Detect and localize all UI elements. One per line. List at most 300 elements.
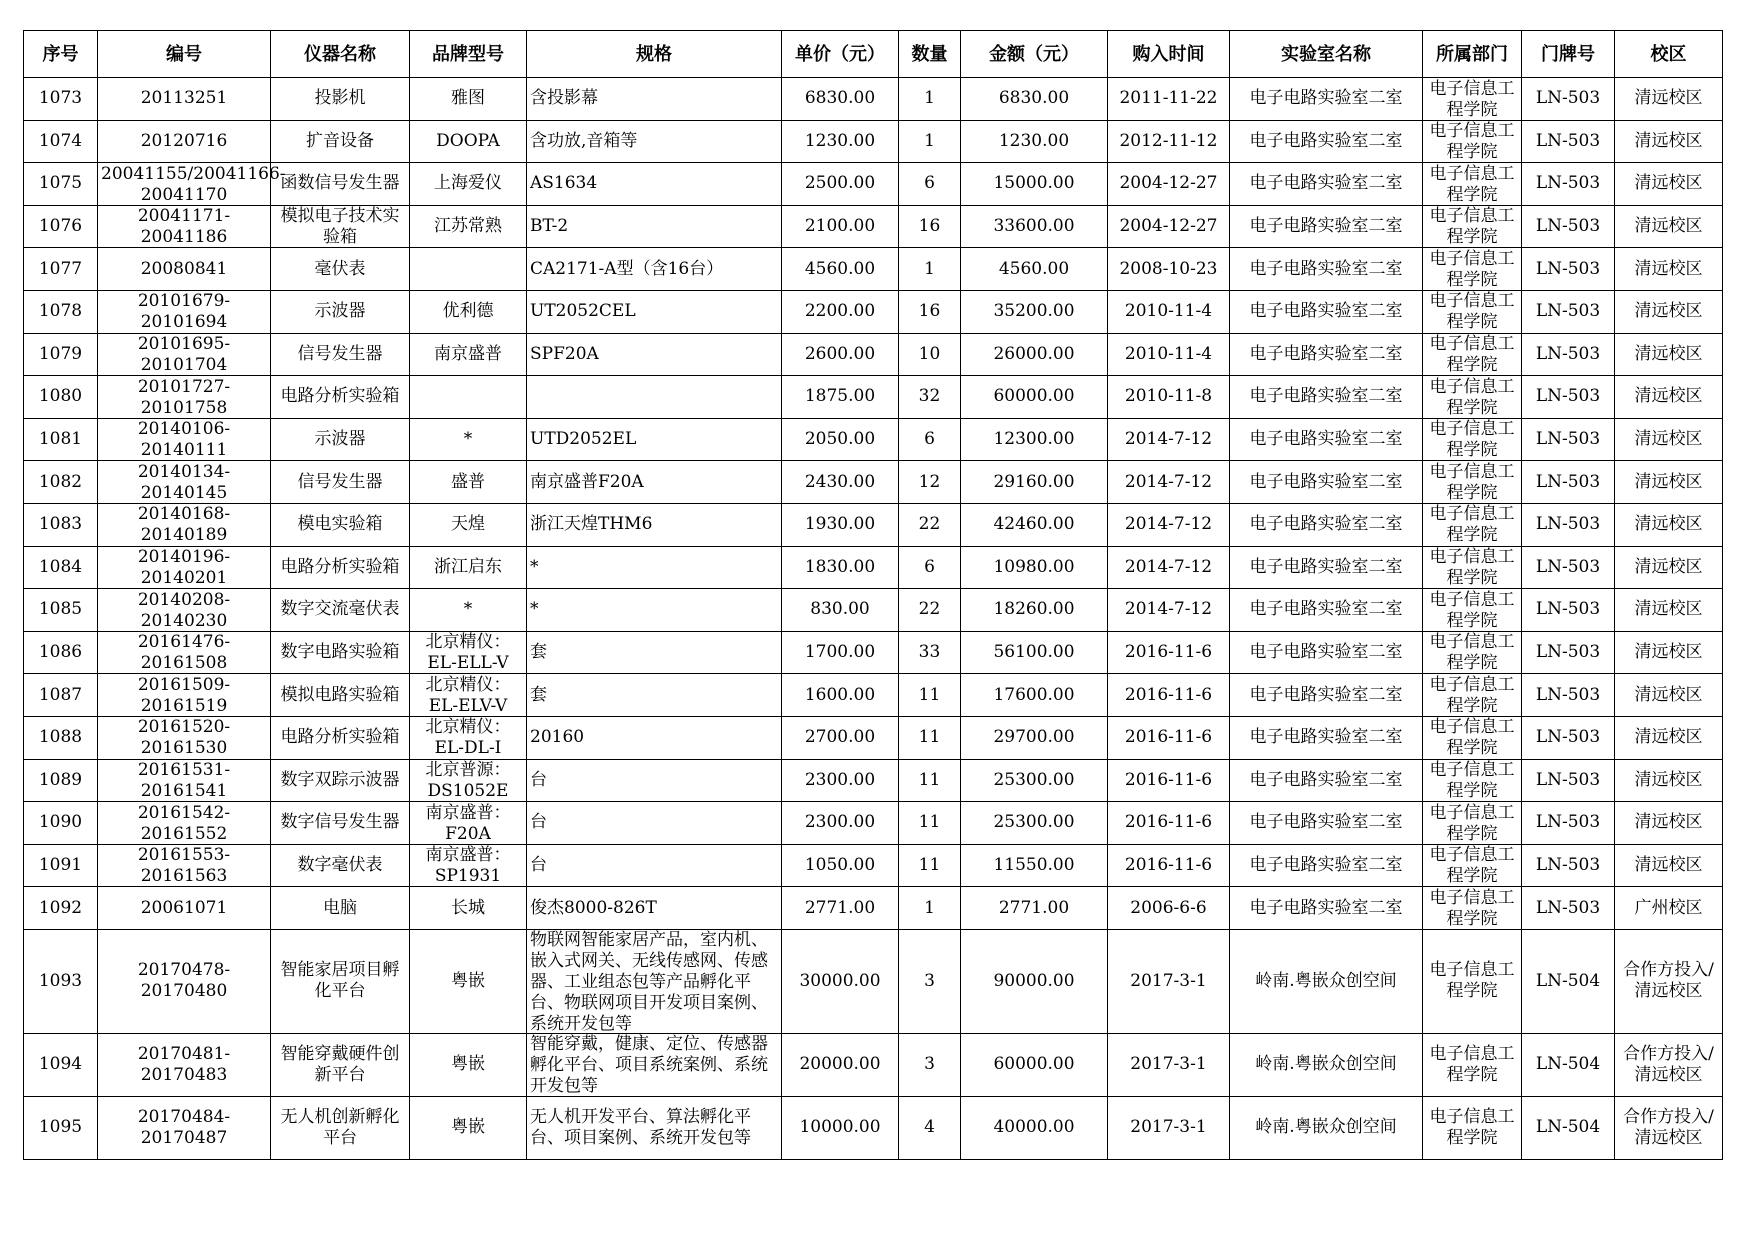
cell-seq (24, 1033, 98, 1096)
cell-dept (1423, 802, 1522, 845)
cell-campus (1615, 290, 1723, 333)
cell-text: * (463, 599, 473, 620)
cell-text: 33 (918, 642, 941, 663)
cell-seq (24, 418, 98, 461)
cell-qty (899, 674, 961, 717)
table-row (24, 78, 1723, 121)
cell-text: 电子信息工程学院 (1429, 632, 1515, 674)
cell-date (1108, 290, 1230, 333)
cell-date (1108, 802, 1230, 845)
cell-text: LN-503 (1535, 556, 1601, 577)
cell-text: 22 (918, 599, 941, 620)
cell-text: 电子信息工程学院 (1429, 334, 1515, 376)
cell-room (1522, 802, 1615, 845)
cell-campus (1615, 802, 1723, 845)
cell-text: 广州校区 (1634, 897, 1703, 918)
cell-amount (961, 248, 1108, 291)
cell-text: 3 (924, 970, 935, 991)
cell-name (271, 631, 410, 674)
cell-text: 1 (924, 88, 935, 109)
cell-text: 清远校区 (1634, 556, 1703, 577)
cell-price (782, 248, 899, 291)
cell-text: 12300.00 (993, 429, 1075, 450)
cell-text: 长城 (451, 897, 485, 918)
cell-text: 2014-7-12 (1124, 556, 1213, 577)
cell-amount (961, 1033, 1108, 1096)
cell-text: 20161509-20161519 (137, 674, 231, 716)
cell-text: 南京盛普F20A (530, 471, 644, 492)
table-row (24, 716, 1723, 759)
cell-text: 电子电路实验室二室 (1249, 301, 1403, 322)
cell-text: 数字交流毫伏表 (280, 599, 400, 620)
cell-text: LN-503 (1535, 216, 1601, 237)
cell-qty (899, 844, 961, 887)
cell-text: 2004-12-27 (1119, 216, 1218, 237)
cell-seq (24, 461, 98, 504)
cell-amount (961, 631, 1108, 674)
cell-text: 清远校区 (1634, 216, 1703, 237)
cell-brand (410, 1033, 527, 1096)
column-header-code: 编号 (98, 31, 271, 78)
cell-date (1108, 163, 1230, 206)
cell-spec (527, 461, 782, 504)
column-header-campus: 校区 (1615, 31, 1723, 78)
cell-room (1522, 461, 1615, 504)
cell-qty (899, 546, 961, 589)
cell-dept (1423, 290, 1522, 333)
cell-brand (410, 78, 527, 121)
cell-text: 20041155/20041166-20041170 (101, 163, 286, 205)
cell-text: 2500.00 (804, 173, 876, 194)
table-row (24, 376, 1723, 419)
cell-dept (1423, 418, 1522, 461)
cell-name (271, 674, 410, 717)
cell-brand (410, 503, 527, 546)
table-row (24, 887, 1723, 930)
cell-text: 32 (918, 386, 941, 407)
cell-text: LN-503 (1535, 343, 1601, 364)
cell-text: 1077 (38, 258, 83, 279)
cell-price (782, 631, 899, 674)
cell-text: 1078 (38, 301, 83, 322)
cell-dept (1423, 674, 1522, 717)
cell-text: 南京盛普：SP1931 (425, 845, 511, 887)
cell-text: 电子电路实验室二室 (1249, 769, 1403, 790)
cell-dept (1423, 887, 1522, 930)
cell-room (1522, 205, 1615, 248)
cell-text: 电子电路实验室二室 (1249, 429, 1403, 450)
cell-text: 电子电路实验室二室 (1249, 386, 1403, 407)
cell-text: 套 (530, 684, 547, 705)
cell-text: DOOPA (436, 130, 500, 151)
cell-text: * (463, 429, 473, 450)
table-row (24, 1096, 1723, 1159)
cell-text: 函数信号发生器 (280, 173, 400, 194)
table-row (24, 589, 1723, 632)
cell-campus (1615, 631, 1723, 674)
cell-text: 2010-11-4 (1124, 343, 1213, 364)
cell-text: * (530, 599, 539, 620)
cell-brand (410, 1096, 527, 1159)
cell-text: 1091 (38, 854, 83, 875)
cell-lab (1230, 376, 1423, 419)
cell-room (1522, 631, 1615, 674)
cell-date (1108, 78, 1230, 121)
cell-price (782, 674, 899, 717)
cell-text: 1050.00 (804, 854, 876, 875)
cell-text: 1093 (38, 970, 83, 991)
cell-spec (527, 844, 782, 887)
cell-text: 1082 (38, 471, 83, 492)
column-header-dept: 所属部门 (1423, 31, 1522, 78)
cell-lab (1230, 802, 1423, 845)
cell-brand (410, 546, 527, 589)
cell-lab (1230, 248, 1423, 291)
column-header-price: 单价（元） (782, 31, 899, 78)
cell-text: 电子信息工程学院 (1429, 78, 1515, 120)
cell-text: 套 (530, 642, 547, 663)
cell-name (271, 759, 410, 802)
cell-qty (899, 205, 961, 248)
cell-text: 1075 (38, 173, 83, 194)
cell-text: 数字信号发生器 (280, 812, 400, 833)
table-row (24, 163, 1723, 206)
cell-campus (1615, 1033, 1723, 1096)
cell-text: 电子电路实验室二室 (1249, 556, 1403, 577)
cell-spec (527, 78, 782, 121)
cell-dept (1423, 716, 1522, 759)
cell-text: 1230.00 (998, 130, 1070, 151)
cell-text: LN-503 (1535, 727, 1601, 748)
cell-price (782, 1096, 899, 1159)
cell-text: 天煌 (451, 514, 485, 535)
cell-text: 江苏常熟 (434, 216, 502, 237)
cell-text: 电子电路实验室二室 (1249, 897, 1403, 918)
cell-name (271, 1033, 410, 1096)
cell-code (98, 163, 286, 206)
cell-dept (1423, 503, 1522, 546)
cell-room (1522, 248, 1615, 291)
cell-text: 1230.00 (804, 130, 876, 151)
cell-text: 2014-7-12 (1124, 429, 1213, 450)
cell-price (782, 290, 899, 333)
cell-seq (24, 716, 98, 759)
cell-text: LN-503 (1535, 599, 1601, 620)
cell-text: 56100.00 (993, 642, 1075, 663)
cell-text: 2014-7-12 (1124, 599, 1213, 620)
cell-name (271, 120, 410, 163)
cell-campus (1615, 716, 1723, 759)
cell-name (271, 929, 410, 1033)
cell-text: 1076 (38, 216, 83, 237)
cell-text: 2014-7-12 (1124, 514, 1213, 535)
cell-text: 11 (918, 854, 941, 875)
cell-qty (899, 887, 961, 930)
cell-text: 电子信息工程学院 (1429, 461, 1515, 503)
cell-room (1522, 376, 1615, 419)
column-header-lab: 实验室名称 (1230, 31, 1423, 78)
cell-brand (410, 376, 527, 419)
cell-text: 电子信息工程学院 (1429, 1106, 1515, 1148)
cell-text: 2016-11-6 (1124, 684, 1213, 705)
cell-text: 清远校区 (1634, 471, 1703, 492)
cell-spec (527, 631, 782, 674)
cell-text: 2771.00 (804, 897, 876, 918)
table-row (24, 418, 1723, 461)
cell-text: LN-503 (1535, 88, 1601, 109)
cell-dept (1423, 546, 1522, 589)
cell-text: 6830.00 (998, 88, 1070, 109)
cell-text: 电子信息工程学院 (1429, 887, 1515, 929)
cell-lab (1230, 759, 1423, 802)
cell-code (98, 802, 271, 845)
cell-spec (527, 1096, 782, 1159)
cell-amount (961, 1096, 1108, 1159)
cell-text: 40000.00 (993, 1117, 1075, 1138)
cell-text: 33600.00 (993, 216, 1075, 237)
cell-date (1108, 376, 1230, 419)
cell-campus (1615, 674, 1723, 717)
cell-text: SPF20A (530, 343, 599, 364)
cell-lab (1230, 503, 1423, 546)
cell-room (1522, 1096, 1615, 1159)
cell-spec (527, 248, 782, 291)
cell-spec (527, 205, 782, 248)
cell-text: 2008-10-23 (1119, 258, 1218, 279)
cell-amount (961, 716, 1108, 759)
cell-text: 20101695-20101704 (137, 334, 231, 376)
cell-text: 29160.00 (993, 471, 1075, 492)
cell-price (782, 589, 899, 632)
cell-text: 北京精仪：EL-ELL-V (425, 632, 511, 674)
cell-name (271, 205, 410, 248)
cell-text: 合作方投入/清远校区 (1623, 1043, 1714, 1085)
cell-text: 电子电路实验室二室 (1249, 727, 1403, 748)
cell-text: 1087 (38, 684, 83, 705)
cell-lab (1230, 716, 1423, 759)
cell-brand (410, 844, 527, 887)
cell-text: 电子信息工程学院 (1429, 845, 1515, 887)
cell-text: LN-503 (1535, 471, 1601, 492)
cell-text: 1079 (38, 343, 83, 364)
cell-text: 20161553-20161563 (137, 845, 231, 887)
cell-text: BT-2 (530, 216, 569, 237)
cell-room (1522, 759, 1615, 802)
cell-qty (899, 802, 961, 845)
cell-text: 20000.00 (799, 1054, 881, 1075)
cell-seq (24, 929, 98, 1033)
cell-text: 合作方投入/清远校区 (1623, 1106, 1714, 1148)
cell-qty (899, 248, 961, 291)
table-row (24, 844, 1723, 887)
cell-text: 上海爱仪 (434, 173, 502, 194)
cell-spec (527, 376, 782, 419)
cell-lab (1230, 461, 1423, 504)
cell-qty (899, 1033, 961, 1096)
cell-text: 20161531-20161541 (137, 760, 231, 801)
cell-room (1522, 290, 1615, 333)
cell-text: 22 (918, 514, 941, 535)
cell-text: 2006-6-6 (1130, 897, 1207, 918)
cell-text: 电子信息工程学院 (1429, 376, 1515, 418)
cell-text: 2050.00 (804, 429, 876, 450)
cell-room (1522, 163, 1615, 206)
cell-text: 11 (918, 769, 941, 790)
cell-amount (961, 333, 1108, 376)
cell-text: 电子信息工程学院 (1429, 802, 1515, 844)
cell-text: 20170481-20170483 (137, 1043, 231, 1085)
cell-text: 优利德 (442, 301, 494, 322)
cell-brand (410, 631, 527, 674)
cell-text: 6 (924, 173, 935, 194)
cell-lab (1230, 631, 1423, 674)
cell-text: 1875.00 (804, 386, 876, 407)
cell-price (782, 333, 899, 376)
cell-text: 2010-11-4 (1124, 301, 1213, 322)
cell-campus (1615, 503, 1723, 546)
cell-date (1108, 716, 1230, 759)
cell-spec (527, 120, 782, 163)
cell-text: 4 (924, 1117, 935, 1138)
cell-name (271, 802, 410, 845)
cell-text: 俊杰8000-826T (530, 897, 657, 918)
cell-text: 智能穿戴硬件创新平台 (280, 1043, 400, 1085)
cell-seq (24, 674, 98, 717)
cell-text: 电子信息工程学院 (1429, 291, 1515, 333)
cell-text: 电子信息工程学院 (1429, 717, 1515, 759)
cell-code (98, 376, 271, 419)
cell-date (1108, 248, 1230, 291)
cell-qty (899, 631, 961, 674)
cell-campus (1615, 546, 1723, 589)
cell-text: 60000.00 (993, 1054, 1075, 1075)
cell-brand (410, 120, 527, 163)
cell-campus (1615, 248, 1723, 291)
cell-text: 信号发生器 (297, 343, 383, 364)
cell-code (98, 929, 271, 1033)
cell-spec (527, 802, 782, 845)
cell-text: LN-503 (1535, 514, 1601, 535)
table-row (24, 205, 1723, 248)
cell-text: 10000.00 (799, 1117, 881, 1138)
cell-text: 电子信息工程学院 (1429, 121, 1515, 163)
cell-spec (527, 929, 782, 1033)
table-row (24, 802, 1723, 845)
cell-text: 电子电路实验室二室 (1249, 258, 1403, 279)
cell-text: 电子信息工程学院 (1429, 589, 1515, 631)
cell-text: 25300.00 (993, 812, 1075, 833)
cell-dept (1423, 333, 1522, 376)
cell-date (1108, 418, 1230, 461)
cell-text: 电子电路实验室二室 (1249, 812, 1403, 833)
cell-text: 2300.00 (804, 812, 876, 833)
cell-room (1522, 503, 1615, 546)
cell-text: 1088 (38, 727, 83, 748)
cell-text: 20170478-20170480 (137, 960, 231, 1002)
cell-room (1522, 589, 1615, 632)
cell-seq (24, 844, 98, 887)
cell-text: 清远校区 (1634, 769, 1703, 790)
cell-name (271, 290, 410, 333)
cell-date (1108, 546, 1230, 589)
cell-text: 3 (924, 1054, 935, 1075)
cell-lab (1230, 589, 1423, 632)
cell-amount (961, 290, 1108, 333)
cell-text: 26000.00 (993, 343, 1075, 364)
cell-text: 清远校区 (1634, 684, 1703, 705)
cell-code (98, 546, 271, 589)
cell-spec (527, 290, 782, 333)
cell-text: 29700.00 (993, 727, 1075, 748)
column-header-amount: 金额（元） (961, 31, 1108, 78)
cell-text: 2300.00 (804, 769, 876, 790)
cell-price (782, 376, 899, 419)
cell-qty (899, 929, 961, 1033)
cell-seq (24, 589, 98, 632)
cell-dept (1423, 1033, 1522, 1096)
cell-text: 2016-11-6 (1124, 727, 1213, 748)
cell-text: 电子信息工程学院 (1429, 674, 1515, 716)
cell-text: LN-503 (1535, 854, 1601, 875)
cell-text: 20101679-20101694 (137, 291, 231, 333)
table-row (24, 631, 1723, 674)
cell-text: 模拟电子技术实验箱 (280, 206, 400, 248)
cell-text: 电子信息工程学院 (1429, 163, 1515, 205)
cell-text: 电路分析实验箱 (280, 556, 400, 577)
cell-text: 90000.00 (993, 970, 1075, 991)
cell-text: 电子信息工程学院 (1429, 960, 1515, 1002)
cell-date (1108, 844, 1230, 887)
cell-text: 1074 (38, 130, 83, 151)
cell-spec (527, 418, 782, 461)
cell-text: 电路分析实验箱 (280, 727, 400, 748)
column-header-seq: 序号 (24, 31, 98, 78)
cell-text: 16 (918, 301, 941, 322)
cell-text: 11 (918, 727, 941, 748)
cell-text: 台 (530, 812, 547, 833)
cell-text: AS1634 (530, 173, 598, 194)
cell-lab (1230, 333, 1423, 376)
cell-price (782, 716, 899, 759)
cell-text: 电子电路实验室二室 (1249, 471, 1403, 492)
cell-spec (527, 503, 782, 546)
cell-text: LN-503 (1535, 684, 1601, 705)
cell-text: 清远校区 (1634, 642, 1703, 663)
cell-text: 电子电路实验室二室 (1249, 130, 1403, 151)
cell-text: 2016-11-6 (1124, 854, 1213, 875)
cell-text: 2012-11-12 (1119, 130, 1218, 151)
cell-price (782, 503, 899, 546)
cell-text: 1080 (38, 386, 83, 407)
cell-name (271, 333, 410, 376)
cell-text: 1095 (38, 1117, 83, 1138)
cell-text: 电子电路实验室二室 (1249, 684, 1403, 705)
cell-amount (961, 759, 1108, 802)
cell-campus (1615, 333, 1723, 376)
cell-name (271, 376, 410, 419)
cell-text: 1084 (38, 556, 83, 577)
cell-seq (24, 120, 98, 163)
cell-text: 模拟电路实验箱 (280, 684, 400, 705)
cell-text: 电脑 (323, 897, 357, 918)
cell-text: 1083 (38, 514, 83, 535)
cell-text: 雅图 (451, 88, 485, 109)
cell-text: 20140106-20140111 (137, 419, 231, 461)
cell-text: * (530, 556, 539, 577)
cell-amount (961, 418, 1108, 461)
cell-seq (24, 248, 98, 291)
cell-text: 扩音设备 (306, 130, 374, 151)
